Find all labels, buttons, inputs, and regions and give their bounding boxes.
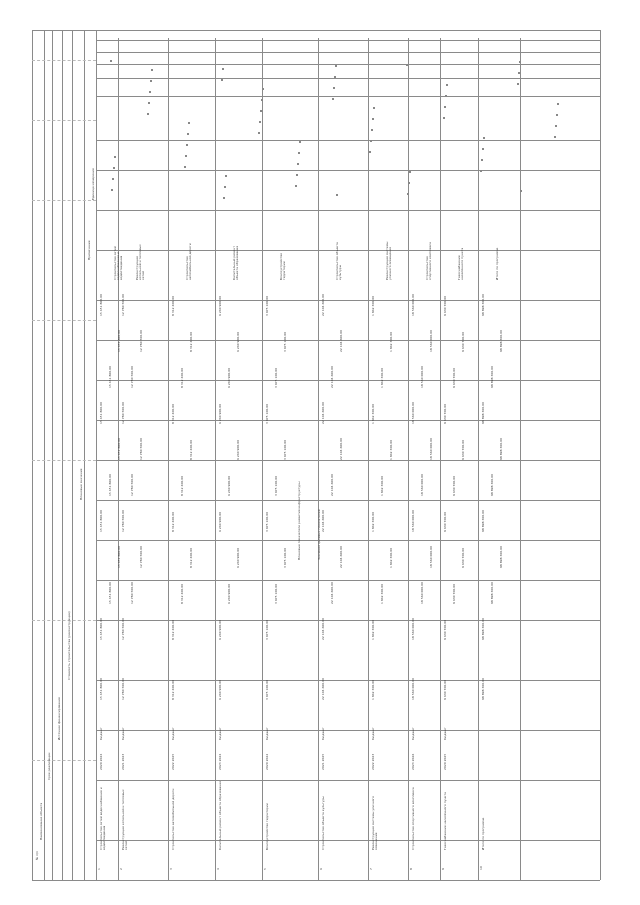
cell-mark: [409, 171, 411, 173]
row-number: 10: [479, 866, 483, 870]
row-cost: 22 104 600,00: [321, 678, 325, 700]
row-value: 12 780 500,00: [121, 510, 125, 532]
row-object-name: Итого по программе: [481, 817, 485, 850]
cell-mark: [332, 98, 334, 100]
row-value: 3 975 100,00: [283, 547, 287, 568]
row-source: бюджет: [321, 727, 325, 740]
cell-mark: [150, 80, 152, 82]
row-value: 3 975 100,00: [274, 475, 278, 496]
cell-mark: [114, 156, 116, 158]
cell-mark: [555, 125, 557, 127]
cell-mark: [262, 88, 264, 90]
table-vline: [168, 38, 169, 880]
row-note: Реконструкция котельной и тепловых сетей: [135, 244, 145, 280]
row-source: бюджет: [265, 727, 269, 740]
row-note: Итого по программе: [495, 247, 499, 280]
row-value: 15 451 800,00: [99, 402, 103, 424]
table-hline: [96, 170, 600, 171]
table-hline: [96, 140, 600, 141]
row-cost: 12 780 500,00: [121, 678, 125, 700]
row-value: 12 780 500,00: [121, 402, 125, 424]
cell-mark: [333, 87, 335, 89]
row-value: 22 104 600,00: [321, 510, 325, 532]
table-hline: [32, 460, 96, 461]
cell-mark: [372, 118, 374, 120]
cell-mark: [148, 102, 150, 104]
cell-mark: [299, 141, 301, 143]
row-value: 6 240 900,00: [236, 331, 240, 352]
cell-mark: [223, 197, 225, 199]
row-object-name: Строительство сетей водоснабжения и водоотведения: [99, 787, 106, 850]
table-hline: [96, 52, 600, 53]
table-hline: [96, 580, 600, 581]
row-number: 5: [263, 868, 267, 870]
cell-mark: [186, 144, 188, 146]
row-value: 1 842 300,00: [371, 295, 375, 316]
table-vline: [84, 30, 85, 880]
row-value: 9 630 700,00: [461, 439, 465, 460]
row-value: 98 898 300,00: [490, 366, 494, 388]
row-value: 8 312 400,00: [171, 403, 175, 424]
row-value: 12 780 500,00: [139, 438, 143, 460]
row-value: 1 842 300,00: [389, 547, 393, 568]
row-value: 3 975 100,00: [274, 583, 278, 604]
row-period: 2023 2026: [411, 753, 415, 770]
cell-mark: [335, 65, 337, 67]
row-value: 3 975 100,00: [274, 367, 278, 388]
table-hline: [96, 500, 600, 501]
table-hline: [96, 40, 600, 41]
row-value: 22 104 600,00: [339, 330, 343, 352]
row-note: Строительство сетей водоснабжения и водоотведения: [113, 246, 123, 280]
cell-mark: [151, 69, 153, 71]
row-period: 2022 2023: [371, 753, 375, 770]
row-object-name: Реконструкция системы уличного освещения: [371, 796, 378, 850]
cell-mark: [110, 60, 112, 62]
row-value: 6 240 900,00: [218, 403, 222, 424]
row-note: Газоснабжение населённого пункта: [457, 247, 464, 280]
row-value: 9 630 700,00: [461, 331, 465, 352]
cell-mark: [261, 99, 263, 101]
row-number: 7: [369, 868, 373, 870]
cell-mark: [334, 76, 336, 78]
table-vline: [368, 38, 369, 880]
header-number: № п/п: [35, 850, 39, 860]
cell-mark: [222, 68, 224, 70]
row-source: бюджет: [443, 727, 447, 740]
row-value: 22 104 600,00: [330, 366, 334, 388]
cell-mark: [520, 190, 522, 192]
row-value: 98 898 300,00: [499, 438, 503, 460]
row-period: 2021 2023: [121, 753, 125, 770]
row-value: 3 975 100,00: [265, 403, 269, 424]
row-value: 12 780 500,00: [121, 618, 125, 640]
cell-mark: [259, 121, 261, 123]
row-value: 15 451 800,00: [99, 510, 103, 532]
row-object-name: Газоснабжение населённого пункта: [443, 792, 447, 850]
row-value: 98 898 300,00: [490, 474, 494, 496]
row-value: 8 312 400,00: [189, 439, 193, 460]
row-value: 15 451 800,00: [117, 438, 121, 460]
row-note: Строительство объекта культуры: [335, 242, 342, 280]
cell-mark: [518, 72, 520, 74]
cell-mark: [446, 84, 448, 86]
row-period: 2020 2022: [265, 753, 269, 770]
row-number: 8: [409, 868, 413, 870]
row-value: 3 975 100,00: [283, 331, 287, 352]
row-value: 6 240 900,00: [227, 367, 231, 388]
cell-mark: [187, 133, 189, 135]
row-source: бюджет: [218, 727, 222, 740]
row-value: 1 842 300,00: [380, 583, 384, 604]
cell-mark: [369, 151, 371, 153]
row-value: 18 560 000,00: [411, 510, 415, 532]
row-cost: 3 975 100,00: [265, 679, 269, 700]
row-value: 12 780 500,00: [121, 294, 125, 316]
row-value: 18 560 000,00: [411, 402, 415, 424]
row-value: 98 898 300,00: [481, 402, 485, 424]
row-note: Капитальный ремонт объекта образования: [232, 245, 239, 280]
row-source: бюджет: [411, 727, 415, 740]
cell-mark: [407, 193, 409, 195]
row-object-name: Капитальный ремонт объекта образования: [218, 780, 222, 850]
table-vline: [52, 30, 53, 880]
row-note: Строительство автомобильной дороги: [185, 243, 192, 280]
row-value: 6 240 900,00: [218, 619, 222, 640]
row-value: 15 451 800,00: [108, 366, 112, 388]
row-value: 22 104 600,00: [330, 474, 334, 496]
cell-mark: [408, 182, 410, 184]
table-hline: [32, 620, 96, 621]
row-value: 98 898 300,00: [499, 546, 503, 568]
row-value: 9 630 700,00: [461, 547, 465, 568]
row-value: 9 630 700,00: [452, 475, 456, 496]
row-value: 18 560 000,00: [420, 582, 424, 604]
row-value: 98 898 300,00: [481, 618, 485, 640]
table-hline: [32, 880, 600, 881]
cell-mark: [224, 186, 226, 188]
table-hline: [32, 60, 96, 61]
row-value: 22 104 600,00: [321, 618, 325, 640]
row-value: 18 560 000,00: [420, 366, 424, 388]
row-value: 3 975 100,00: [283, 439, 287, 460]
table-hline: [96, 78, 600, 79]
row-value: 18 560 000,00: [429, 438, 433, 460]
cell-mark: [258, 132, 260, 134]
row-value: 8 312 400,00: [171, 295, 175, 316]
row-value: 98 898 300,00: [481, 294, 485, 316]
row-value: 9 630 700,00: [443, 511, 447, 532]
row-cost: 18 560 000,00: [411, 678, 415, 700]
cell-mark: [296, 174, 298, 176]
row-number: 2: [119, 868, 123, 870]
sub-caption: Значения целевых показателей: [317, 509, 321, 560]
row-value: 8 312 400,00: [171, 619, 175, 640]
row-value: 8 312 400,00: [180, 475, 184, 496]
row-number: 1: [97, 868, 101, 870]
row-value: 22 104 600,00: [321, 402, 325, 424]
table-hline: [96, 64, 600, 65]
row-value: 6 240 900,00: [227, 583, 231, 604]
table-hline: [32, 30, 600, 31]
cell-mark: [188, 122, 190, 124]
row-object-name: Строительство автомобильной дороги: [171, 788, 175, 850]
table-hline: [96, 340, 600, 341]
row-value: 8 312 400,00: [180, 583, 184, 604]
row-source: бюджет: [371, 727, 375, 740]
table-hline: [96, 380, 600, 381]
cell-mark: [373, 107, 375, 109]
cell-mark: [260, 110, 262, 112]
row-value: 15 451 800,00: [108, 582, 112, 604]
table-vline: [600, 38, 601, 880]
cell-mark: [481, 159, 483, 161]
row-note: Строительство спортивного комплекса: [425, 242, 432, 280]
row-value: 22 104 600,00: [321, 294, 325, 316]
row-value: 18 560 000,00: [429, 546, 433, 568]
row-value: 15 451 800,00: [108, 474, 112, 496]
row-note: Реконструкция системы уличного освещения: [385, 241, 392, 280]
row-cost: 6 240 900,00: [218, 679, 222, 700]
row-value: 1 842 300,00: [380, 475, 384, 496]
row-cost: 9 630 700,00: [443, 679, 447, 700]
row-number: 6: [319, 868, 323, 870]
row-object-name: Реконструкция котельной и тепловых сетей: [121, 789, 128, 850]
row-value: 18 560 000,00: [429, 330, 433, 352]
header-source: Источник финансирования: [57, 697, 61, 740]
cell-mark: [482, 148, 484, 150]
row-note: Благоустройство территории: [279, 252, 286, 280]
row-period: 2021 2025: [321, 753, 325, 770]
row-value: 6 240 900,00: [218, 295, 222, 316]
row-value: 1 842 300,00: [389, 331, 393, 352]
row-period: 2020 2025: [443, 753, 447, 770]
cell-mark: [554, 136, 556, 138]
row-value: 8 312 400,00: [171, 511, 175, 532]
row-cost: 8 312 400,00: [171, 679, 175, 700]
row-number: 4: [216, 868, 220, 870]
table-hline: [32, 760, 96, 761]
row-value: 3 975 100,00: [265, 511, 269, 532]
row-value: 8 312 400,00: [189, 331, 193, 352]
table-vline: [215, 38, 216, 880]
cell-mark: [406, 64, 408, 66]
table-vline: [408, 38, 409, 880]
cell-mark: [371, 129, 373, 131]
row-value: 18 560 000,00: [420, 474, 424, 496]
table-vline: [62, 30, 63, 880]
table-hline: [32, 200, 96, 201]
table-vline: [72, 30, 73, 880]
row-source: бюджет: [121, 727, 125, 740]
table-vline: [318, 38, 319, 880]
row-number: 9: [441, 868, 445, 870]
cell-mark: [480, 170, 482, 172]
row-value: 9 630 700,00: [443, 619, 447, 640]
row-value: 18 560 000,00: [411, 294, 415, 316]
row-source: бюджет: [99, 727, 103, 740]
header-object-name: Наименование объекта: [39, 802, 43, 840]
table-vline: [440, 38, 441, 880]
header-unit: Единица измерения: [91, 168, 95, 200]
row-value: 15 451 800,00: [117, 330, 121, 352]
cell-mark: [443, 117, 445, 119]
row-period: 2022 2025: [171, 753, 175, 770]
table-vline: [96, 38, 97, 880]
row-period: 2023 2024: [218, 753, 222, 770]
header-cost: Стоимость строительства (реконструкции): [67, 611, 71, 680]
cell-mark: [445, 95, 447, 97]
row-value: 12 780 500,00: [130, 474, 134, 496]
table-vline: [520, 38, 521, 880]
row-value: 1 842 300,00: [380, 367, 384, 388]
row-value: 98 898 300,00: [481, 510, 485, 532]
cell-mark: [295, 185, 297, 187]
row-value: 1 842 300,00: [371, 403, 375, 424]
cell-mark: [297, 163, 299, 165]
cell-mark: [556, 114, 558, 116]
cell-mark: [483, 137, 485, 139]
row-value: 6 240 900,00: [227, 475, 231, 496]
row-value: 3 975 100,00: [265, 295, 269, 316]
cell-mark: [336, 194, 338, 196]
cell-mark: [112, 178, 114, 180]
row-cost: 15 451 800,00: [99, 678, 103, 700]
cell-mark: [225, 175, 227, 177]
row-value: 3 975 100,00: [265, 619, 269, 640]
header-plan: Плановые значения: [79, 468, 83, 500]
cell-mark: [519, 61, 521, 63]
row-cost: 1 842 300,00: [371, 679, 375, 700]
table-hline: [96, 250, 600, 251]
table-hline: [96, 540, 600, 541]
row-value: 98 898 300,00: [499, 330, 503, 352]
cell-mark: [147, 113, 149, 115]
row-object-name: Строительство спортивного комплекса: [411, 787, 415, 850]
row-value: 6 240 900,00: [236, 439, 240, 460]
row-value: 9 630 700,00: [452, 583, 456, 604]
row-value: 6 240 900,00: [218, 511, 222, 532]
row-object-name: Строительство объекта культуры: [321, 796, 325, 850]
header-period: Срок реализации: [47, 752, 51, 780]
table-vline: [478, 38, 479, 880]
cell-mark: [557, 103, 559, 105]
row-value: 6 240 900,00: [236, 547, 240, 568]
row-value: 12 780 500,00: [139, 546, 143, 568]
row-cost: 98 898 300,00: [481, 678, 485, 700]
row-value: 9 630 700,00: [443, 403, 447, 424]
row-value: 9 630 700,00: [452, 367, 456, 388]
table-hline: [96, 96, 600, 97]
cell-mark: [149, 91, 151, 93]
cell-mark: [185, 155, 187, 157]
cell-mark: [113, 167, 115, 169]
cell-mark: [444, 106, 446, 108]
row-value: 18 560 000,00: [411, 618, 415, 640]
table-hline: [32, 320, 96, 321]
row-value: 15 451 800,00: [99, 294, 103, 316]
cell-mark: [370, 140, 372, 142]
row-period: 2020 2024: [99, 753, 103, 770]
row-value: 8 312 400,00: [189, 547, 193, 568]
table-vline: [44, 30, 45, 880]
row-value: 9 630 700,00: [443, 295, 447, 316]
row-source: бюджет: [171, 727, 175, 740]
header-note: Примечание: [87, 240, 91, 260]
row-value: 22 104 600,00: [330, 582, 334, 604]
table-vline: [262, 38, 263, 880]
row-value: 1 842 300,00: [389, 439, 393, 460]
row-value: 12 780 500,00: [130, 582, 134, 604]
row-value: 22 104 600,00: [339, 438, 343, 460]
row-value: 22 104 600,00: [339, 546, 343, 568]
table-vline: [32, 30, 33, 880]
top-caption: Плановые показатели развития инфраструктуры: [297, 481, 301, 560]
cell-mark: [111, 189, 113, 191]
row-value: 1 842 300,00: [371, 511, 375, 532]
cell-mark: [221, 79, 223, 81]
table-hline: [96, 210, 600, 211]
cell-mark: [184, 166, 186, 168]
table-hline: [96, 460, 600, 461]
row-number: 3: [169, 868, 173, 870]
row-value: 98 898 300,00: [490, 582, 494, 604]
row-value: 15 451 800,00: [99, 618, 103, 640]
row-object-name: Благоустройство территории: [265, 803, 269, 850]
row-value: 1 842 300,00: [371, 619, 375, 640]
row-value: 12 780 500,00: [139, 330, 143, 352]
row-value: 12 780 500,00: [130, 366, 134, 388]
table-hline: [32, 120, 96, 121]
cell-mark: [298, 152, 300, 154]
cell-mark: [517, 83, 519, 85]
row-value: 8 312 400,00: [180, 367, 184, 388]
row-value: 15 451 800,00: [117, 546, 121, 568]
